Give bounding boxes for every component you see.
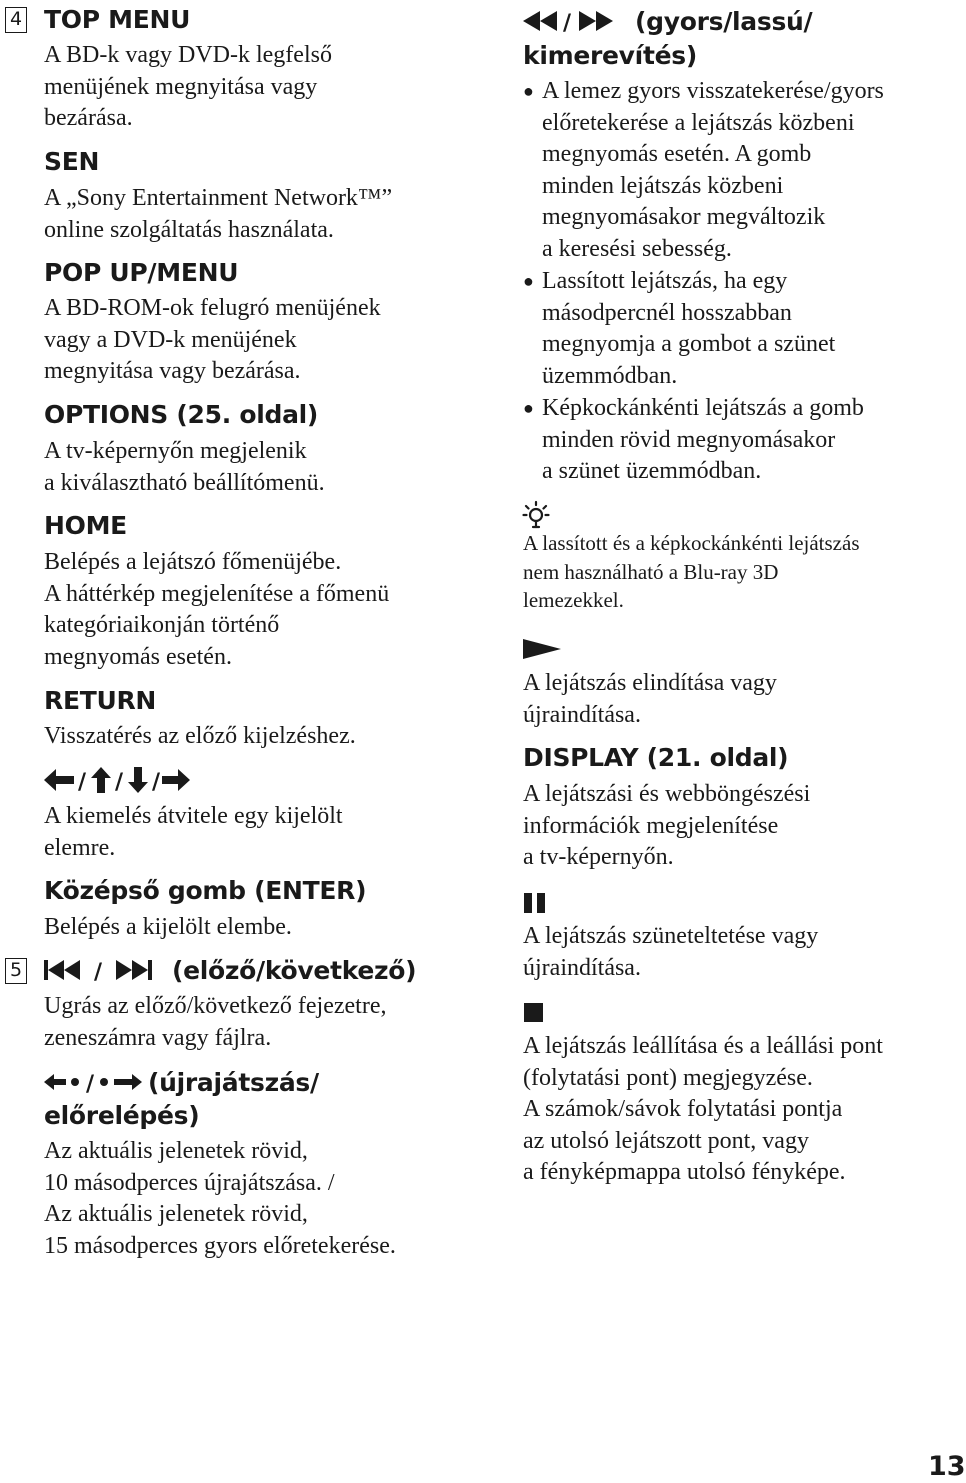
enter-title: Középső gomb (ENTER) [44, 876, 367, 905]
prev-next-desc: Ugrás az előző/következő fejezetre, zeneszámra vagy fájlra. [44, 993, 387, 1051]
bullet-icon: ● [523, 271, 534, 291]
arrow-keys-title [44, 765, 194, 795]
home-title: HOME [44, 511, 127, 540]
scan-title: / (gyors/lassú/ [523, 6, 812, 36]
rewind-forward-icon [523, 6, 631, 36]
bullet-icon: ● [523, 398, 534, 418]
display-title: DISPLAY (21. oldal) [523, 743, 789, 772]
sen-title: SEN [44, 147, 100, 176]
popup-menu-title: POP UP/MENU [44, 258, 239, 287]
lightbulb-tip-icon [523, 500, 549, 530]
prev-next-icon [44, 955, 166, 985]
svg-text:/: / [86, 1072, 95, 1097]
svg-text:/: / [563, 11, 572, 36]
section-badge-5: 5 [5, 958, 27, 984]
play-desc: A lejátszás elindítása vagy újraindítása. [523, 670, 777, 728]
tip-text: A lassított és a képkockánkénti lejátszás nem használható a Blu-ray 3D lemezekkel. [523, 531, 860, 612]
arrow-up-icon [91, 767, 111, 793]
stop-icon [523, 1002, 545, 1024]
arrow-down-icon [128, 767, 148, 793]
pause-desc: A lejátszás szüneteltetése vagy újraindítása. [523, 923, 819, 981]
play-icon [523, 638, 563, 660]
options-desc: A tv-képernyőn megjelenik a kiválasztható beállítómenü. [44, 438, 325, 496]
arrow-keys-desc: A kiemelés átvitele egy kijelölt elemre. [44, 803, 343, 861]
replay-advance-icon [44, 1067, 142, 1097]
bullet-icon: ● [523, 81, 534, 101]
replay-advance-desc: Az aktuális jelenetek rövid, 10 másodperces újrajátszása. / Az aktuális jelenetek rövid, 15 másodperces gyors előretekerése. [44, 1138, 396, 1259]
top-menu-desc: A BD-k vagy DVD-k legfelső menüjének megnyitása vagy bezárása. [44, 42, 332, 131]
enter-desc: Belépés a kijelölt elembe. [44, 914, 292, 940]
popup-menu-desc: A BD-ROM-ok felugró menüjének vagy a DVD-k menüjének megnyitása vagy bezárása. [44, 295, 381, 384]
replay-advance-title: / (újrajátszás/ [44, 1067, 319, 1097]
return-title: RETURN [44, 686, 157, 715]
return-desc: Visszatérés az előző kijelzéshez. [44, 723, 356, 749]
svg-text:/: / [94, 960, 103, 985]
replay-advance-title-2: előrelépés) [44, 1101, 200, 1130]
options-title: OPTIONS (25. oldal) [44, 400, 319, 429]
pause-icon [523, 892, 549, 914]
svg-text:/: / [78, 770, 87, 795]
arrow-right-icon [162, 769, 190, 791]
top-menu-title: TOP MENU [44, 5, 191, 34]
svg-text:/: / [152, 770, 161, 795]
prev-next-title: / (előző/következő) [44, 955, 416, 985]
display-desc: A lejátszási és webböngészési információk megjelenítése a tv-képernyőn. [523, 781, 811, 870]
scan-title-2: kimerevítés) [523, 41, 697, 70]
svg-text:/: / [115, 770, 124, 795]
stop-desc: A lejátszás leállítása és a leállási pont (folytatási pont) megjegyzése. A számok/sávok folytatási pontja az utolsó lejátszott pont, vagy a fényképmappa utolsó fényképe. [523, 1033, 883, 1185]
page-number: 13 [928, 1451, 966, 1482]
section-badge-4: 4 [5, 7, 27, 33]
sen-desc: A „Sony Entertainment Network™” online szolgáltatás használata. [44, 185, 393, 243]
home-desc: Belépés a lejátszó főmenüjébe. A háttérkép megjelenítése a főmenü kategóriaikonján történő megnyomás esetén. [44, 549, 390, 670]
arrow-left-icon [44, 769, 74, 791]
